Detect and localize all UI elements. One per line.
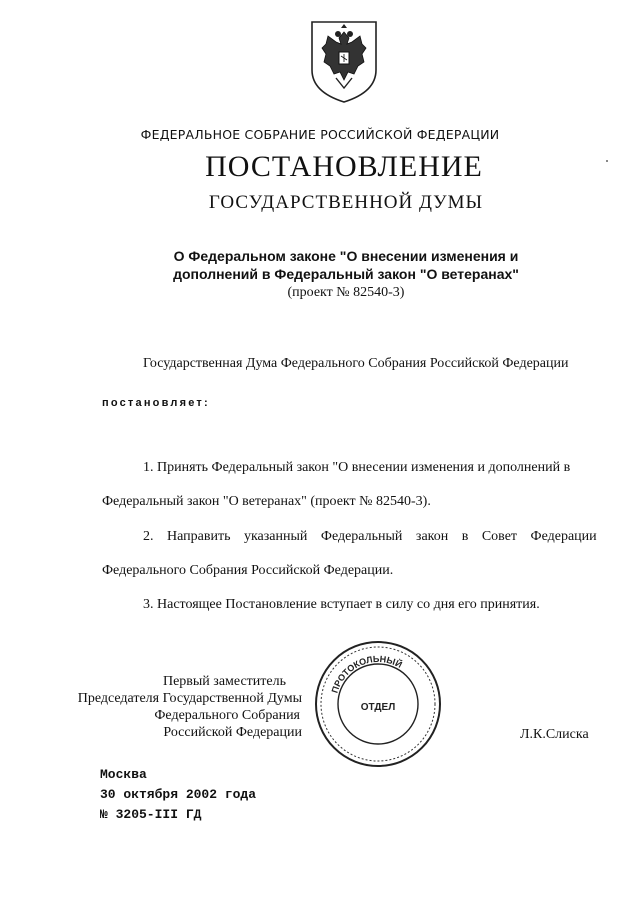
subject-line-1: О Федеральном законе "О внесении изменения и xyxy=(173,248,519,264)
subject-heading xyxy=(0,247,640,283)
intro-paragraph: Государственная Дума Федерального Собрания Российской Федерации xyxy=(143,356,569,371)
date: 30 октября 2002 года xyxy=(100,787,257,802)
item-2-line-1: 2. Направить указанный Федеральный закон в Совет Федерации xyxy=(143,529,597,544)
registration-number: № 3205-III ГД xyxy=(100,807,202,822)
item-2-line-2: Федерального Собрания Российской Федерации. xyxy=(102,563,394,578)
signatory-line-4: Российской Федерации xyxy=(163,725,302,740)
scan-speck xyxy=(606,160,608,162)
item-1-line-1: 1. Принять Федеральный закон "О внесении изменения и дополнений в xyxy=(143,460,571,475)
city: Москва xyxy=(100,767,147,782)
resolves-word: постановляет: xyxy=(102,397,210,409)
signatory-line-1: Первый заместитель xyxy=(162,674,286,689)
signatory-line-3: Федерального Собрания xyxy=(154,708,300,723)
subject-line-2: дополнений в Федеральный закон "О ветеранах" xyxy=(173,266,519,282)
document-title: ПОСТАНОВЛЕНИЕ xyxy=(205,150,483,183)
organization-name: ФЕДЕРАЛЬНОЕ СОБРАНИЕ РОССИЙСКОЙ ФЕДЕРАЦИИ xyxy=(140,127,500,142)
item-3: 3. Настоящее Постановление вступает в силу со дня его принятия. xyxy=(143,597,540,612)
signatory-line-2: Председателя Государственной Думы xyxy=(77,691,302,706)
signatory-name: Л.К.Слиска xyxy=(520,727,589,742)
svg-text:ПРОТОКОЛЬНЫЙ xyxy=(330,654,405,694)
item-1-line-2: Федеральный закон "О ветеранах" (проект № 82540-3). xyxy=(102,494,431,509)
place-date-number xyxy=(100,765,256,825)
protocol-department-stamp xyxy=(312,638,444,770)
stamp-text-center: ОТДЕЛ xyxy=(360,702,396,713)
document-subtitle: ГОСУДАРСТВЕННОЙ ДУМЫ xyxy=(208,192,484,213)
coat-of-arms-icon xyxy=(308,18,380,104)
signatory-title xyxy=(78,673,302,741)
project-number: (проект № 82540-3) xyxy=(287,285,405,300)
stamp-text-top: ПРОТОКОЛЬНЫЙ xyxy=(329,653,404,695)
